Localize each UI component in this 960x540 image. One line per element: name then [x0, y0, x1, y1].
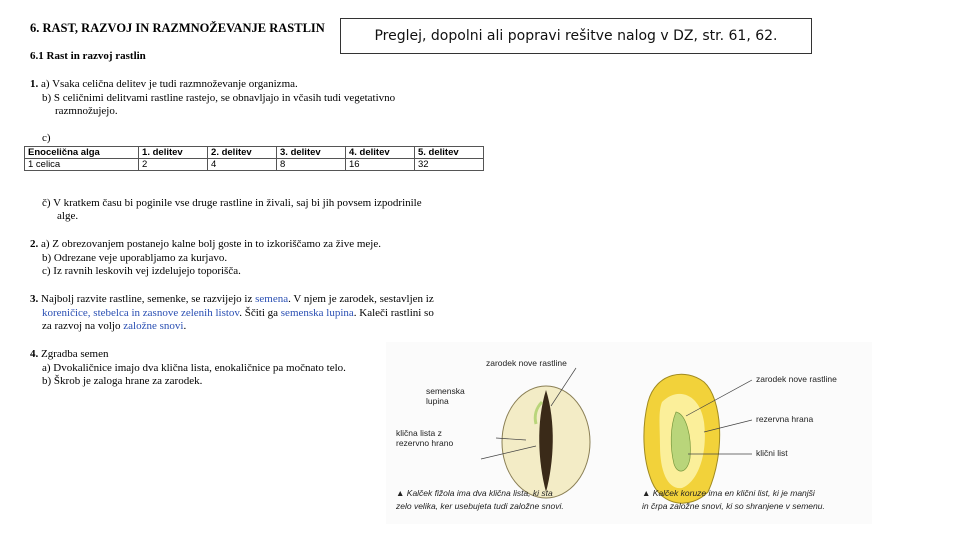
- q3-answer: založne snovi: [123, 320, 184, 332]
- q1-b-line2: razmnožujejo.: [55, 105, 118, 117]
- q3-line3: [42, 320, 186, 333]
- q1-d-line1: č) V kratkem času bi poginile vse druge rastline in živali, saj bi jih povsem izpodrinile: [42, 197, 422, 209]
- table-header-cell: 5. delitev: [414, 147, 483, 159]
- table-cell: 8: [277, 159, 346, 171]
- instruction-banner: Preglej, dopolni ali popravi rešitve nalog v DZ, str. 61, 62.: [340, 18, 812, 54]
- bean-caption-line2: zelo velika, ker usebujeta tudi založne snovi.: [396, 501, 564, 511]
- q3-text: . Kaleči rastlini so: [353, 307, 434, 319]
- chapter-heading: 6. RAST, RAZVOJ IN RAZMNOŽEVANJE RASTLIN: [30, 21, 325, 35]
- corn-caption-line1: ▲ Kalček koruze ima en klični list, ki je manjši: [642, 488, 815, 498]
- table-cell: 32: [414, 159, 483, 171]
- q2-b: b) Odrezane veje uporabljamo za kurjavo.: [42, 252, 228, 264]
- q3-line2: [42, 307, 482, 320]
- table-row: [25, 159, 484, 171]
- q3-text: . V njem je zarodek, sestavljen iz: [288, 293, 434, 305]
- bean-label-embryo: zarodek nove rastline: [486, 358, 567, 368]
- table-header-row: [25, 147, 484, 159]
- seed-structure-figure: [386, 342, 872, 524]
- bean-label-coat: semenska lupina: [426, 386, 465, 406]
- q3-text: za razvoj na voljo: [42, 320, 121, 332]
- bean-caption-line1: ▲ Kalček fižola ima dva klična lista, ki sta: [396, 488, 553, 498]
- table-cell: 4: [208, 159, 277, 171]
- q3-answer: semena: [255, 293, 289, 305]
- table-header-cell: 3. delitev: [277, 147, 346, 159]
- q2-c: c) Iz ravnih leskovih vej izdelujejo toporišča.: [42, 265, 241, 277]
- q4-number: 4.: [30, 348, 39, 360]
- q3-text: .: [183, 320, 187, 332]
- q4-block: [30, 348, 109, 361]
- table-header-cell: 4. delitev: [346, 147, 415, 159]
- q1-a: a) Vsaka celična delitev je tudi razmnoževanje organizma.: [41, 78, 298, 90]
- corn-label-cotyledon: klični list: [756, 448, 788, 458]
- table-cell: 2: [139, 159, 208, 171]
- table-cell: 16: [346, 159, 415, 171]
- q3-answer: semenska lupina: [280, 307, 354, 319]
- q1-b-line1: b) S celičnimi delitvami rastline rastejo, se obnavljajo in včasih tudi vegetativno: [42, 92, 396, 104]
- q4-title: Zgradba semen: [41, 348, 109, 360]
- section-heading: 6.1 Rast in razvoj rastlin: [30, 50, 146, 62]
- q2-block: [30, 238, 381, 251]
- corn-label-reserve: rezervna hrana: [756, 414, 814, 424]
- cell-division-table: [24, 146, 484, 171]
- q1-d-line2: alge.: [57, 210, 79, 222]
- q3-number: 3.: [30, 293, 39, 305]
- q1-c: c): [42, 132, 51, 144]
- q3-answer: koreničice, stebelca in zasnove zelenih listov: [42, 307, 240, 319]
- q4-a: a) Dvokaličnice imajo dva klična lista, enokaličnice pa močnato telo.: [42, 362, 346, 374]
- table-header-cell: 2. delitev: [208, 147, 277, 159]
- table-header-cell: Enocelična alga: [25, 147, 139, 159]
- table-header-cell: 1. delitev: [139, 147, 208, 159]
- q3-text: . Ščiti ga: [239, 307, 279, 319]
- q3-line1: [30, 293, 480, 306]
- q4-b: b) Škrob je zaloga hrane za zarodek.: [42, 375, 203, 387]
- q1-block: [30, 78, 298, 91]
- q1-number: 1.: [30, 78, 39, 90]
- q2-a: a) Z obrezovanjem postanejo kalne bolj goste in to izkoriščamo za žive meje.: [41, 238, 381, 250]
- corn-caption-line2: in črpa založne snovi, ki so shranjene v semenu.: [642, 501, 825, 511]
- bean-label-cotyledons: klična lista z rezervno hrano: [396, 428, 454, 448]
- q2-number: 2.: [30, 238, 39, 250]
- corn-label-embryo: zarodek nove rastline: [756, 374, 837, 384]
- table-cell: 1 celica: [25, 159, 139, 171]
- q3-text: Najbolj razvite rastline, semenke, se razvijejo iz: [41, 293, 253, 305]
